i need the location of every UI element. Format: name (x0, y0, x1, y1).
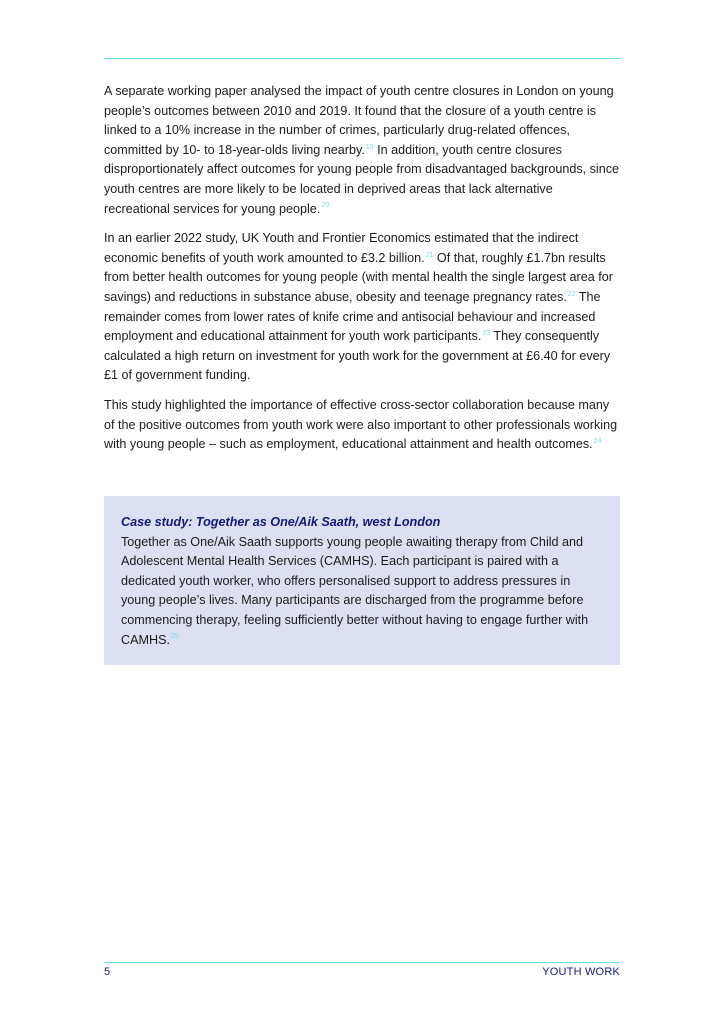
main-content (104, 82, 620, 465)
paragraph-text: The remainder comes from lower rates of knife crime and antisocial behaviour and increased employment and educational attainment for youth work participants. (104, 289, 601, 344)
footnote-ref[interactable]: 21 (425, 251, 434, 259)
paragraph-text: Of that, roughly £1.7bn results from better health outcomes for young people (with mental health the single largest area for savings) and reductions in substance abuse, obesity and teenage pregnancy rates. (104, 250, 613, 304)
footnote-ref[interactable]: 20 (321, 202, 330, 210)
footnote-ref[interactable]: 25 (170, 633, 179, 641)
case-study-title: Case study: Together as One/Aik Saath, west London (121, 515, 441, 529)
paragraph-text: In addition, youth centre closures disproportionately affect outcomes for young people from disadvantaged backgrounds, since youth centres are more likely to be located in deprived areas that lack alternative recreational services for young people. (104, 142, 620, 216)
case-study-body (121, 533, 602, 651)
header-rule (104, 58, 620, 59)
case-study-text: Together as One/Aik Saath supports young people awaiting therapy from Child and Adolescent Mental Health Services (CAMHS). Each participant is paired with a dedicated youth worker, who offers personalised support to address pressures in young people’s lives. Many participants are discharged from the programme before commencing therapy, feeling sufficiently better without having to engage further with CAMHS. (121, 534, 589, 647)
paragraph-cross-sector (104, 396, 620, 455)
page-number: 5 (104, 966, 111, 978)
paragraph-text: In an earlier 2022 study, UK Youth and Frontier Economics estimated that the indirect economic benefits of youth work amounted to £3.2 billion. (104, 231, 579, 265)
footnote-ref[interactable]: 24 (593, 437, 602, 445)
paragraph-economic-benefits (104, 229, 620, 386)
paragraph-youth-centre-closures (104, 82, 620, 219)
paragraph-text: A separate working paper analysed the impact of youth centre closures in London on young people’s outcomes between 2010 and 2019. It found that the closure of a youth centre is linked to a 10% increase in the number of crimes, particularly drug-related offences, committed by 10- to 18-year-olds living nearby. (104, 84, 614, 157)
footnote-ref[interactable]: 19 (365, 143, 374, 151)
page-footer (104, 966, 620, 980)
footnote-ref[interactable]: 22 (567, 290, 576, 298)
paragraph-text: They consequently calculated a high return on investment for youth work for the government at £6.40 for every £1 of government funding. (104, 329, 611, 383)
footer-rule (104, 962, 620, 963)
footer-section-title: YOUTH WORK (542, 966, 620, 978)
footnote-ref[interactable]: 23 (482, 329, 491, 337)
case-study-box (104, 496, 620, 665)
paragraph-text: This study highlighted the importance of effective cross-sector collaboration because many of the positive outcomes from youth work were also important to other professionals working with young people – such as employment, educational attainment and health outcomes. (104, 397, 618, 452)
